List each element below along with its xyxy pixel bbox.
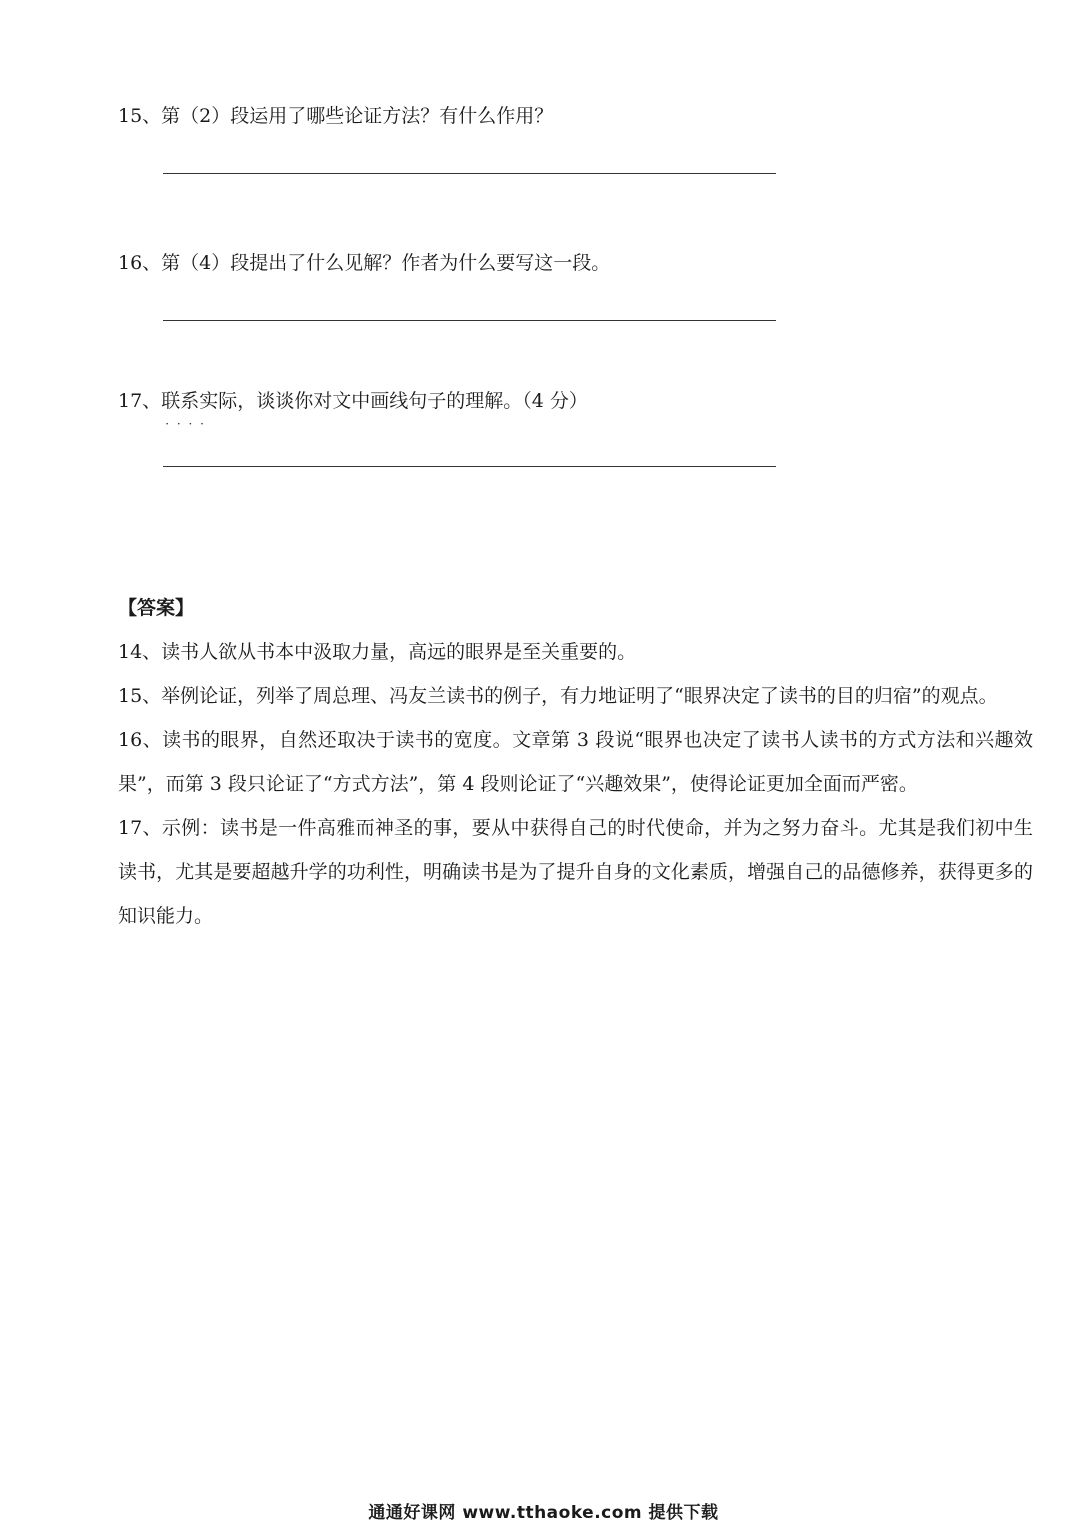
answer-15: 15、举例论证，列举了周总理、冯友兰读书的例子，有力地证明了“眼界决定了读书的目的归宿”的观点。 bbox=[118, 685, 998, 707]
question-17 bbox=[118, 387, 588, 415]
answer-heading: 【答案】 bbox=[118, 597, 195, 619]
answer-line-16 bbox=[163, 320, 776, 321]
question-15: 15、第（2）段运用了哪些论证方法？有什么作用？ bbox=[118, 105, 554, 127]
answer-16: 16、读书的眼界，自然还取决于读书的宽度。文章第 3 段说“眼界也决定了读书人读书的方式方法和兴趣效果”，而第 3 段只论证了“方式方法”，第 4 段则论证了“兴趣效果”，使得论证更加全面而严密。 bbox=[118, 729, 1033, 795]
footer-credit: 通通好课网 www.tthaoke.com 提供下载 bbox=[368, 1503, 719, 1523]
answer-17: 17、示例：读书是一件高雅而神圣的事，要从中获得自己的时代使命，并为之努力奋斗。尤其是我们初中生读书，尤其是要超越升学的功利性，明确读书是为了提升自身的文化素质，增强自己的品德修养，获得更多的知识能力。 bbox=[118, 817, 1033, 927]
answers-block bbox=[118, 630, 1033, 938]
question-17-prefix: 17、 bbox=[118, 390, 162, 412]
question-16: 16、第（4）段提出了什么见解？作者为什么要写这一段。 bbox=[118, 252, 611, 274]
question-17-dotted-text: 联系实际 · · · · bbox=[161, 390, 237, 412]
answer-14: 14、读书人欲从书本中汲取力量，高远的眼界是至关重要的。 bbox=[118, 641, 637, 663]
question-17-rest: ，谈谈你对文中画线句子的理解。（4 分） bbox=[237, 390, 588, 412]
answer-line-17 bbox=[163, 466, 776, 467]
answer-line-15 bbox=[163, 173, 776, 174]
